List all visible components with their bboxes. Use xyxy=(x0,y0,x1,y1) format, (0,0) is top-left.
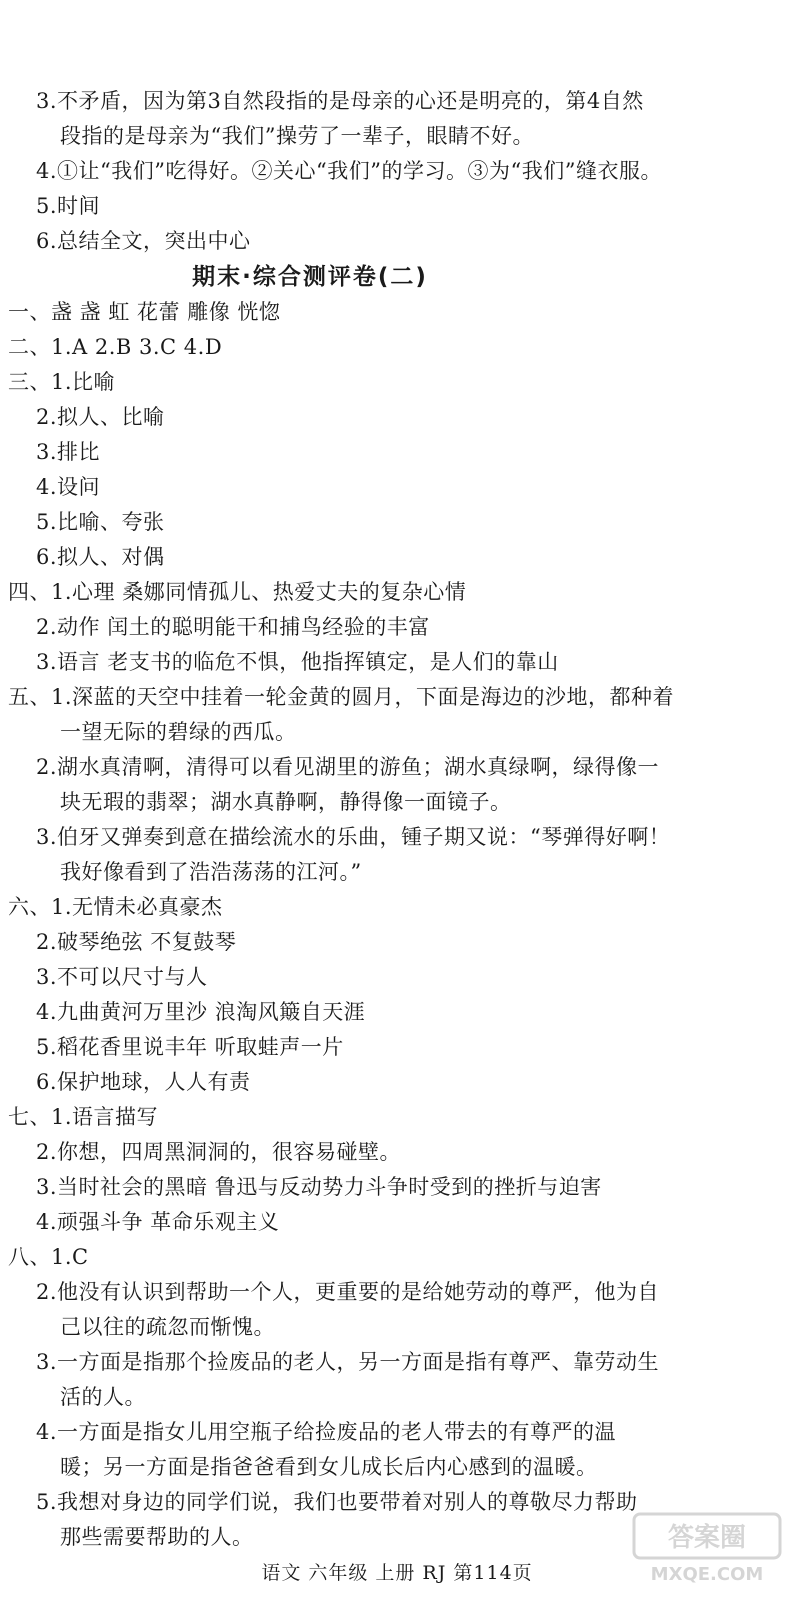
answer-line: 3.一方面是指那个捡废品的老人，另一方面是指有尊严、靠劳动生 xyxy=(36,1350,660,1374)
answer-line: 6.拟人、对偶 xyxy=(36,545,165,569)
watermark-url: MXQE.COM xyxy=(650,1564,764,1585)
answer-line: 4.设问 xyxy=(36,475,101,499)
answer-line: 4.一方面是指女儿用空瓶子给捡废品的老人带去的有尊严的温 xyxy=(36,1420,617,1444)
answer-line: 5.我想对身边的同学们说，我们也要带着对别人的尊敬尽力帮助 xyxy=(36,1490,638,1514)
section-title: 期末·综合测评卷(二) xyxy=(192,264,428,290)
answer-line-part1: 一、盏 盏 虹 花蕾 雕像 恍惚 xyxy=(8,300,281,324)
answer-line: 那些需要帮助的人。 xyxy=(60,1525,254,1549)
answer-line: 段指的是母亲为“我们”操劳了一辈子，眼睛不好。 xyxy=(60,124,534,148)
answer-line: 5.时间 xyxy=(36,194,101,218)
answer-line-part3: 三、1.比喻 xyxy=(8,370,116,394)
answer-line-part5: 五、1.深蓝的天空中挂着一轮金黄的圆月，下面是海边的沙地，都种着 xyxy=(8,685,675,709)
answer-line: 2.破琴绝弦 不复鼓琴 xyxy=(36,930,237,954)
answer-line: 6.总结全文，突出中心 xyxy=(36,229,251,253)
answer-line: 2.拟人、比喻 xyxy=(36,405,165,429)
answer-line: 4.①让“我们”吃得好。②关心“我们”的学习。③为“我们”缝衣服。 xyxy=(36,159,662,183)
watermark-title: 答案圈 xyxy=(667,1523,747,1553)
answer-line: 3.排比 xyxy=(36,440,101,464)
answer-line: 3.不矛盾，因为第3自然段指的是母亲的心还是明亮的，第4自然 xyxy=(36,89,644,113)
answer-line-part8: 八、1.C xyxy=(8,1245,89,1269)
answer-line: 暖；另一方面是指爸爸看到女儿成长后内心感到的温暖。 xyxy=(60,1455,598,1479)
answer-line: 3.伯牙又弹奏到意在描绘流水的乐曲，锺子期又说：“琴弹得好啊！ xyxy=(36,825,671,849)
answer-line: 5.比喻、夸张 xyxy=(36,510,165,534)
answer-line: 2.你想，四周黑洞洞的，很容易碰壁。 xyxy=(36,1140,402,1164)
answer-line: 块无瑕的翡翠；湖水真静啊，静得像一面镜子。 xyxy=(60,790,512,814)
answer-line: 我好像看到了浩浩荡荡的江河。” xyxy=(60,860,362,884)
answer-line: 2.湖水真清啊，清得可以看见湖里的游鱼；湖水真绿啊，绿得像一 xyxy=(36,755,660,779)
answer-line: 3.不可以尺寸与人 xyxy=(36,965,208,989)
answer-line: 5.稻花香里说丰年 听取蛙声一片 xyxy=(36,1035,344,1059)
answer-line: 2.他没有认识到帮助一个人，更重要的是给她劳动的尊严，他为自 xyxy=(36,1280,660,1304)
answer-line: 4.顽强斗争 革命乐观主义 xyxy=(36,1210,280,1234)
answer-line-part4: 四、1.心理 桑娜同情孤儿、热爱丈夫的复杂心情 xyxy=(8,580,467,604)
answer-line: 3.当时社会的黑暗 鲁迅与反动势力斗争时受到的挫折与迫害 xyxy=(36,1175,602,1199)
answer-line-part7: 七、1.语言描写 xyxy=(8,1105,159,1129)
answer-line: 6.保护地球，人人有责 xyxy=(36,1070,251,1094)
answer-line: 4.九曲黄河万里沙 浪淘风簸自天涯 xyxy=(36,1000,366,1024)
answer-line: 3.语言 老支书的临危不惧，他指挥镇定，是人们的靠山 xyxy=(36,650,559,674)
answer-line: 一望无际的碧绿的西瓜。 xyxy=(60,720,297,744)
answer-line: 2.动作 闰土的聪明能干和捕鸟经验的丰富 xyxy=(36,615,430,639)
answer-line-part6: 六、1.无情未必真豪杰 xyxy=(8,895,223,919)
watermark-logo xyxy=(632,1512,782,1586)
page-footer: 语文 六年级 上册 RJ 第114页 xyxy=(261,1562,533,1584)
answer-line: 己以往的疏忽而惭愧。 xyxy=(60,1315,275,1339)
answer-line: 活的人。 xyxy=(60,1385,146,1409)
answer-line-part2: 二、1.A 2.B 3.C 4.D xyxy=(8,335,223,359)
